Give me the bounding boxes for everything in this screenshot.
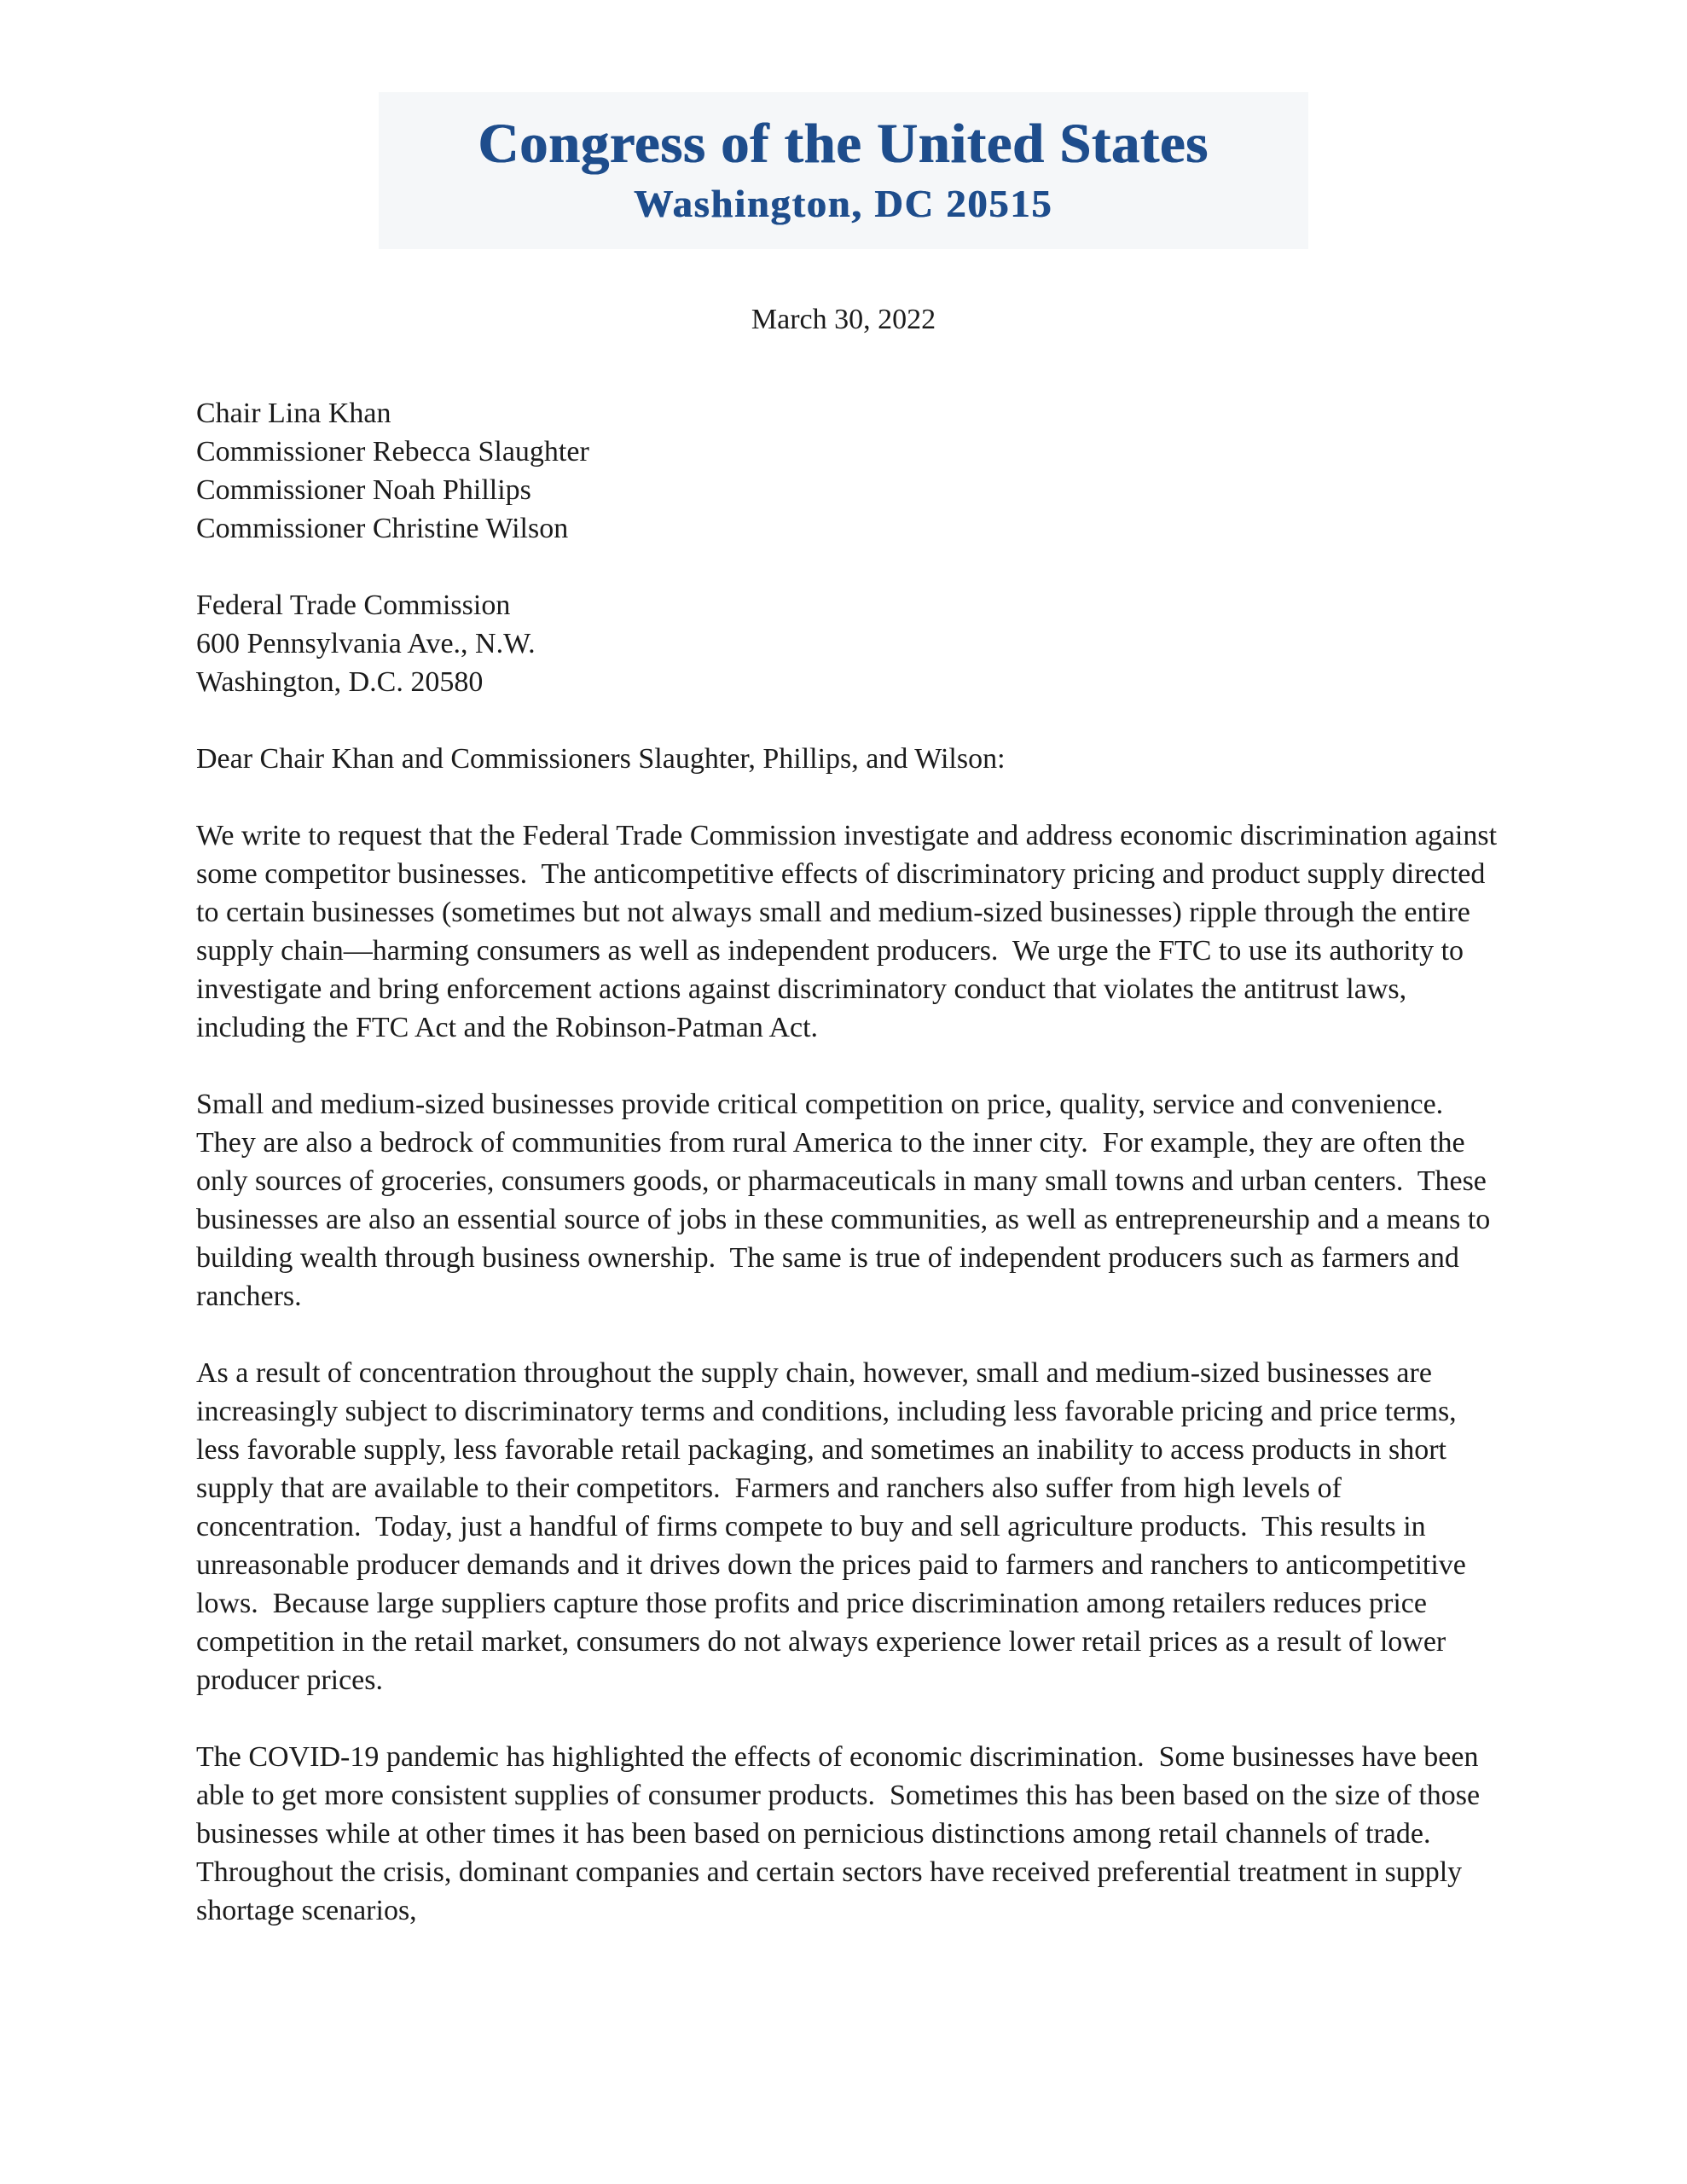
letter-body: [196, 394, 1504, 1968]
date-line: March 30, 2022: [751, 304, 936, 335]
salutation: [196, 740, 1501, 778]
recipient-line: Commissioner Noah Phillips: [196, 474, 531, 506]
recipient-line: Chair Lina Khan: [196, 398, 391, 429]
recipient-line: Commissioner Rebecca Slaughter: [196, 436, 589, 468]
agency-address-line: Federal Trade Commission: [196, 590, 511, 621]
agency-address-line: 600 Pennsylvania Ave., N.W.: [196, 628, 536, 659]
letterhead: [379, 92, 1308, 249]
recipient-block: [196, 394, 1501, 548]
salutation-line: Dear Chair Khan and Commissioners Slaughter, Phillips, and Wilson:: [196, 743, 1006, 775]
recipient-line: Commissioner Christine Wilson: [196, 513, 569, 544]
agency-address-line: Washington, D.C. 20580: [196, 666, 484, 698]
body-paragraph-4: The COVID-19 pandemic has highlighted the effects of economic discrimination. Some businesses have been able to get more consistent supplies of consumer products. Sometimes this has been based on the size of those businesses while at other times it has been based on pernicious distinctions among retail channels of trade. Throughout the crisis, dominant companies and certain sectors have received preferential treatment in supply shortage scenarios,: [196, 1741, 1487, 1926]
letterhead-address: Washington, DC 20515: [634, 182, 1053, 225]
body-paragraph-3: As a result of concentration throughout the supply chain, however, small and medium-sized businesses are increasingly subject to discriminatory terms and conditions, including less favorable pricing and price terms, less favorable supply, less favorable retail packaging, and sometimes an inability to access products in short supply that are available to their competitors. Farmers and ranchers also suffer from high levels of concentration. Today, just a handful of firms compete to buy and sell agriculture products. This results in unreasonable producer demands and it drives down the prices paid to farmers and ranchers to anticompetitive lows. Because large suppliers capture those profits and price discrimination among retailers reduces price competition in the retail market, consumers do not always experience lower retail prices as a result of lower producer prices.: [196, 1357, 1474, 1696]
body-paragraph-2: Small and medium-sized businesses provide critical competition on price, quality, service and convenience. They are also a bedrock of communities from rural America to the inner city. For example, they are often the only sources of groceries, consumers goods, or pharmaceuticals in many small towns and urban centers. These businesses are also an essential source of jobs in these communities, as well as entrepreneurship and a means to building wealth through business ownership. The same is true of independent producers such as farmers and ranchers.: [196, 1089, 1498, 1312]
body-paragraph-1: We write to request that the Federal Trade Commission investigate and address economic discrimination against some competitor businesses. The anticompetitive effects of discriminatory pricing and product supply directed to certain businesses (sometimes but not always small and medium-sized businesses) ripple through the entire supply chain—harming consumers as well as independent producers. We urge the FTC to use its authority to investigate and bring enforcement actions against discriminatory conduct that violates the antitrust laws, including the FTC Act and the Robinson-Patman Act.: [196, 820, 1504, 1043]
agency-address-block: [196, 586, 1501, 701]
letterhead-title: Congress of the United States: [478, 113, 1209, 175]
